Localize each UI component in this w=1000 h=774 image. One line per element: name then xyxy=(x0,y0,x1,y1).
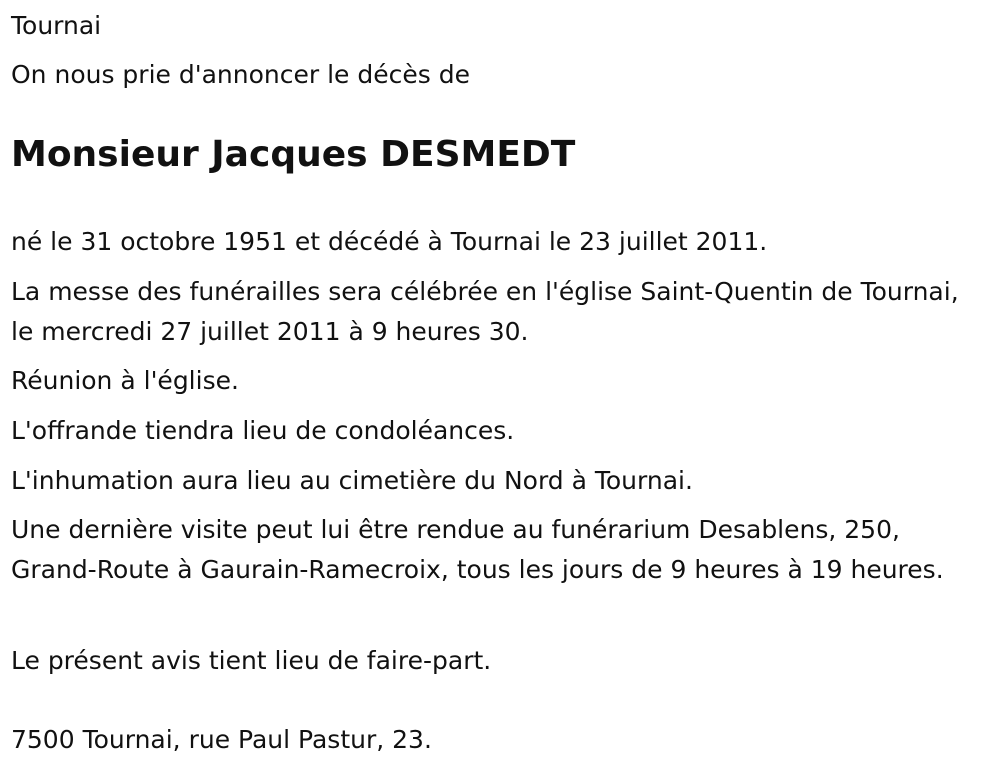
notice-paragraph: Réunion à l'église. xyxy=(11,366,239,395)
notice-paragraph: Une dernière visite peut lui être rendue au funérarium Desablens, 250, Grand-Route à Gaurain-Ramecroix, tous les jours de 9 heures à 19 heures. xyxy=(11,515,944,584)
notice-paragraph: L'inhumation aura lieu au cimetière du Nord à Tournai. xyxy=(11,466,693,495)
notice-paragraph: La messe des funérailles sera célébrée en l'église Saint-Quentin de Tournai, le mercredi 27 juillet 2011 à 9 heures 30. xyxy=(11,277,959,346)
notice-address: 7500 Tournai, rue Paul Pastur, 23. xyxy=(11,725,432,754)
notice-city: Tournai xyxy=(11,11,102,40)
notice-intro: On nous prie d'annoncer le décès de xyxy=(11,60,470,89)
notice-paragraph: L'offrande tiendra lieu de condoléances. xyxy=(11,416,515,445)
notice-paragraph: Le présent avis tient lieu de faire-part. xyxy=(11,646,492,675)
deceased-name: Monsieur Jacques DESMEDT xyxy=(11,134,576,175)
notice-paragraph: né le 31 octobre 1951 et décédé à Tournai le 23 juillet 2011. xyxy=(11,227,768,256)
